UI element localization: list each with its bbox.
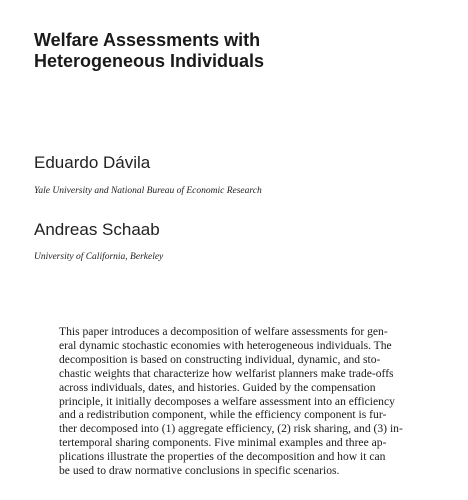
abstract-line: and a redistribution component, while the efficiency component is fur- [59, 408, 387, 422]
author-affiliation: Yale University and National Bureau of Economic Research [34, 186, 262, 196]
abstract-line: principle, it initially decomposes a welfare assessment into an efficiency [59, 394, 395, 408]
abstract [59, 325, 403, 478]
paper-title [34, 30, 434, 72]
abstract-line: be used to draw normative conclusions in specific scenarios. [59, 464, 340, 478]
author-name: Eduardo Dávila [34, 153, 151, 172]
paper-title-line: Heterogeneous Individuals [34, 51, 265, 71]
author-affiliation: University of California, Berkeley [34, 252, 164, 262]
abstract-line: chastic weights that characterize how welfarist planners make trade-offs [59, 366, 394, 380]
abstract-line: plications illustrate the properties of the decomposition and how it can [59, 450, 386, 464]
abstract-line: across individuals, dates, and histories. Guided by the compensation [59, 380, 376, 394]
abstract-line: This paper introduces a decomposition of welfare assessments for gen- [59, 325, 388, 338]
abstract-line: tertemporal sharing components. Five minimal examples and three ap- [59, 436, 387, 450]
author-name: Andreas Schaab [34, 220, 160, 239]
abstract-line: eral dynamic stochastic economies with heterogeneous individuals. The [59, 338, 392, 352]
abstract-line: decomposition is based on constructing individual, dynamic, and sto- [59, 352, 381, 366]
abstract-line: ther decomposed into (1) aggregate efficiency, (2) risk sharing, and (3) in- [59, 422, 403, 436]
paper-title-line: Welfare Assessments with [34, 30, 261, 50]
